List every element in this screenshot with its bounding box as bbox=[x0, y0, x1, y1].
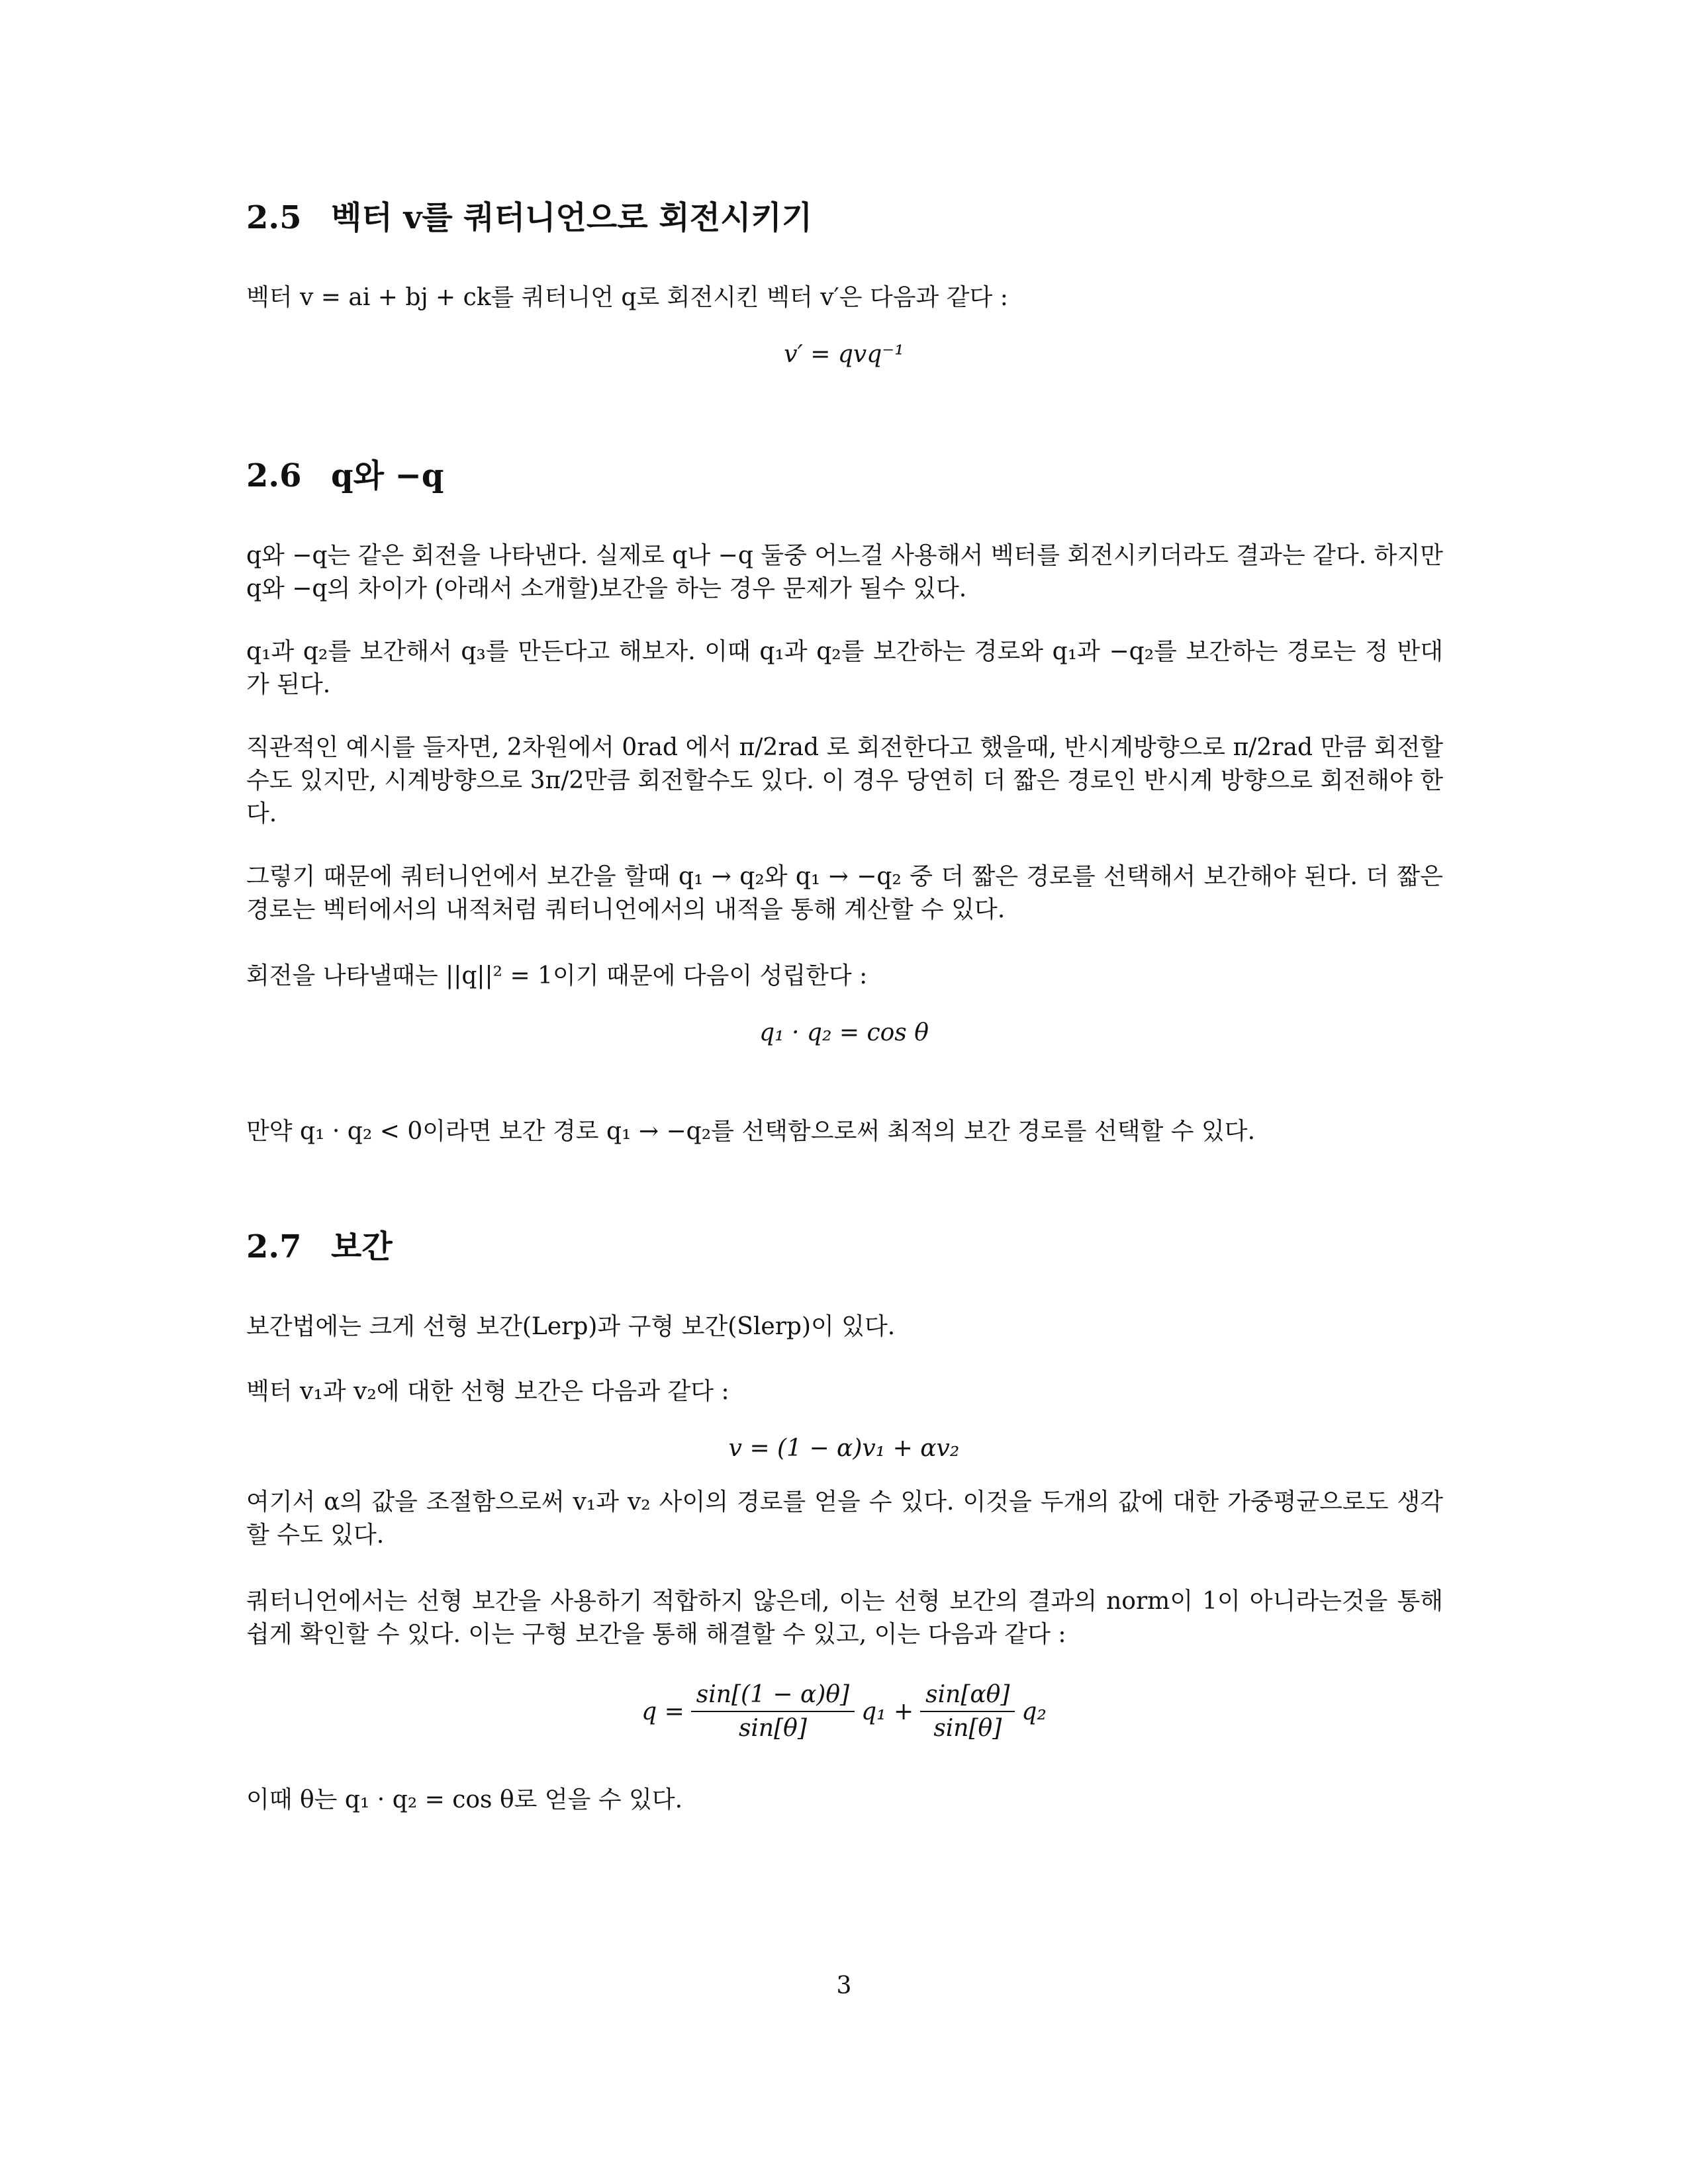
section-heading-2-7 bbox=[246, 1221, 393, 1267]
paragraph: 쿼터니언에서는 선형 보간을 사용하기 적합하지 않은데, 이는 선형 보간의 결과의 norm이 1이 아니라는것을 통해 쉽게 확인할 수 있다. 이는 구형 보간을 통해 해결할 수 있고, 이는 다음과 같다 : bbox=[246, 1588, 1443, 1648]
paragraph: q₁과 q₂를 보간해서 q₃를 만든다고 해보자. 이때 q₁과 q₂를 보간하는 경로와 q₁과 −q₂를 보간하는 경로는 정 반대가 된다. bbox=[246, 638, 1443, 698]
equation-rotation: v′ = qvq⁻¹ bbox=[784, 341, 904, 368]
paragraph: 직관적인 예시를 들자면, 2차원에서 0rad 에서 π/2rad 로 회전한다고 했을때, 반시계방향으로 π/2rad 만큼 회전할수도 있지만, 시계방향으로 3π/2만큼 회전할수도 있다. 이 경우 당연히 더 짧은 경로인 반시계 방향으로 회전해야 한다. bbox=[246, 734, 1443, 827]
fraction-denominator: sin[θ] bbox=[738, 1715, 807, 1742]
slerp-term-1: q₁ + bbox=[861, 1698, 914, 1725]
section-heading-2-6 bbox=[246, 450, 444, 496]
section-title: 벡터 v를 쿼터니언으로 회전시키기 bbox=[331, 199, 813, 236]
slerp-term-2: q₂ bbox=[1021, 1698, 1047, 1725]
section-number: 2.7 bbox=[246, 1228, 302, 1265]
slerp-lhs: q = bbox=[641, 1698, 684, 1725]
section-heading-2-5 bbox=[246, 192, 812, 238]
equation-dot-product: q₁ · q₂ = cos θ bbox=[759, 1019, 929, 1046]
paragraph: 여기서 α의 값을 조절함으로써 v₁과 v₂ 사이의 경로를 얻을 수 있다. 이것을 두개의 값에 대한 가중평균으로도 생각할 수도 있다. bbox=[246, 1488, 1443, 1549]
paragraph: 회전을 나타낼때는 ||q||² = 1이기 때문에 다음이 성립한다 : bbox=[246, 962, 868, 989]
paragraph: 벡터 v₁과 v₂에 대한 선형 보간은 다음과 같다 : bbox=[246, 1378, 729, 1405]
section-title: q와 −q bbox=[331, 457, 444, 494]
page-number: 3 bbox=[836, 1972, 852, 1999]
section-number: 2.6 bbox=[246, 457, 302, 494]
fraction-numerator: sin[αθ] bbox=[920, 1681, 1015, 1712]
paragraph: q와 −q는 같은 회전을 나타낸다. 실제로 q나 −q 둘중 어느걸 사용해서 벡터를 회전시키더라도 결과는 같다. 하지만 q와 −q의 차이가 (아래서 소개할)보간을 하는 경우 문제가 될수 있다. bbox=[246, 542, 1443, 602]
fraction-denominator: sin[θ] bbox=[933, 1715, 1002, 1742]
fraction-numerator: sin[(1 − α)θ] bbox=[691, 1681, 855, 1712]
equation-lerp: v = (1 − α)v₁ + αv₂ bbox=[728, 1435, 960, 1462]
slerp-fraction-2 bbox=[920, 1681, 1015, 1742]
equation-slerp bbox=[0, 1681, 1688, 1742]
section-number: 2.5 bbox=[246, 199, 302, 236]
paragraph: 이때 θ는 q₁ · q₂ = cos θ로 얻을 수 있다. bbox=[246, 1786, 683, 1813]
slerp-fraction-1 bbox=[691, 1681, 855, 1742]
paragraph: 그렇기 때문에 쿼터니언에서 보간을 할때 q₁ → q₂와 q₁ → −q₂ 중 더 짧은 경로를 선택해서 보간해야 된다. 더 짧은 경로는 벡터에서의 내적처럼 쿼터니언에서의 내적을 통해 계산할 수 있다. bbox=[246, 863, 1443, 923]
paragraph: 보간법에는 크게 선형 보간(Lerp)과 구형 보간(Slerp)이 있다. bbox=[246, 1313, 896, 1340]
paragraph: 벡터 v = ai + bj + ck를 쿼터니언 q로 회전시킨 벡터 v′은 다음과 같다 : bbox=[246, 284, 1008, 311]
paragraph: 만약 q₁ · q₂ < 0이라면 보간 경로 q₁ → −q₂를 선택함으로써 최적의 보간 경로를 선택할 수 있다. bbox=[246, 1118, 1256, 1145]
section-title: 보간 bbox=[331, 1228, 393, 1265]
